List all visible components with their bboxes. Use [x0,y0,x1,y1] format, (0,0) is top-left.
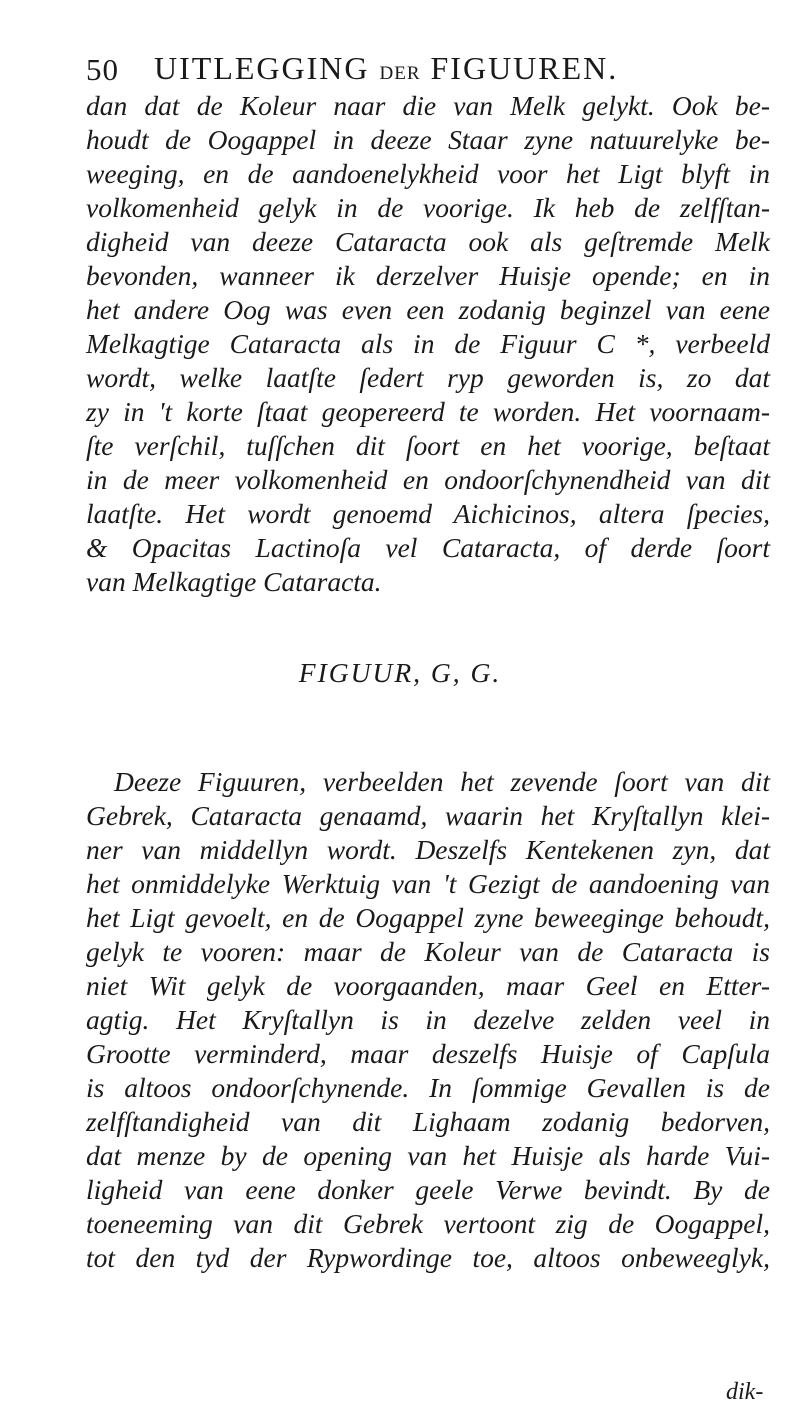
text-line: volkomenheid gelyk in de voorige. Ik heb de zelfſtan- [86,192,770,223]
figure-heading: FIGUUR, G, G. [298,657,502,688]
text-line: van Melkagtige Cataracta. [86,566,382,597]
text-line: dan dat de Koleur naar die van Melk gelykt. Ook be- [86,90,770,121]
text-line: in de meer volkomenheid en ondoorſchynendheid van dit [86,464,770,495]
running-title-word: UITLEGGING [154,50,370,86]
text-line: houdt de Oogappel in deeze Staar zyne natuurelyke be- [86,124,770,155]
text-line: ſte verſchil, tuſſchen dit ſoort en het voorige, beſtaat [86,430,770,461]
text-line: het onmiddelyke Werktuig van 't Gezigt de aandoening van [86,868,770,899]
running-title-small-word: DER [379,63,421,84]
text-line: agtig. Het Kryſtallyn is in dezelve zelden veel in [86,1004,770,1035]
text-line: niet Wit gelyk de voorgaanden, maar Geel en Etter- [86,970,770,1001]
text-line: het Ligt gevoelt, en de Oogappel zyne beweeginge behoudt, [86,902,770,933]
text-line: dat menze by de opening van het Huisje als harde Vui- [86,1140,770,1171]
text-line: Gebrek, Cataracta genaamd, waarin het Kryſtallyn klei- [86,800,770,831]
text-line: zy in 't korte ſtaat geopereerd te worden. Het voornaam- [86,396,770,427]
page-number: 50 [86,52,119,87]
text-line: Grootte verminderd, maar deszelfs Huisje of Capſula [86,1038,770,1069]
text-line: Melkagtige Cataracta als in de Figuur C *, verbeeld [86,328,770,359]
text-line: toeneeming van dit Gebrek vertoont zig de Oogappel, [86,1208,770,1239]
text-line: gelyk te vooren: maar de Koleur van de Cataracta is [86,936,770,967]
text-line: het andere Oog was even een zodanig beginzel van eene [86,294,770,325]
text-line: Deeze Figuuren, verbeelden het zevende ſoort van dit [114,766,770,797]
text-line: ligheid van eene donker geele Verwe bevindt. By de [86,1174,770,1205]
running-title-word: FIGUUREN. [430,50,619,86]
text-line: ner van middellyn wordt. Deszelfs Kentekenen zyn, dat [86,834,770,865]
text-line: zelfſtandigheid van dit Lighaam zodanig bedorven, [86,1106,770,1137]
text-line: is altoos ondoorſchynende. In ſommige Gevallen is de [86,1072,770,1103]
text-line: weeging, en de aandoenelykheid voor het Ligt blyft in [86,158,770,189]
text-line: & Opacitas Lactinoſa vel Cataracta, of derde ſoort [86,532,770,563]
text-line: laatſte. Het wordt genoemd Aichicinos, altera ſpecies, [86,498,770,529]
catchword: dik- [726,1379,764,1405]
running-title [154,50,618,87]
text-line: wordt, welke laatſte ſedert ryp geworden is, zo dat [86,362,770,393]
text-line: tot den tyd der Rypwordinge toe, altoos onbeweeglyk, [86,1242,770,1273]
text-line: digheid van deeze Cataracta ook als geſtremde Melk [86,226,770,257]
text-line: bevonden, wanneer ik derzelver Huisje opende; en in [86,260,770,291]
